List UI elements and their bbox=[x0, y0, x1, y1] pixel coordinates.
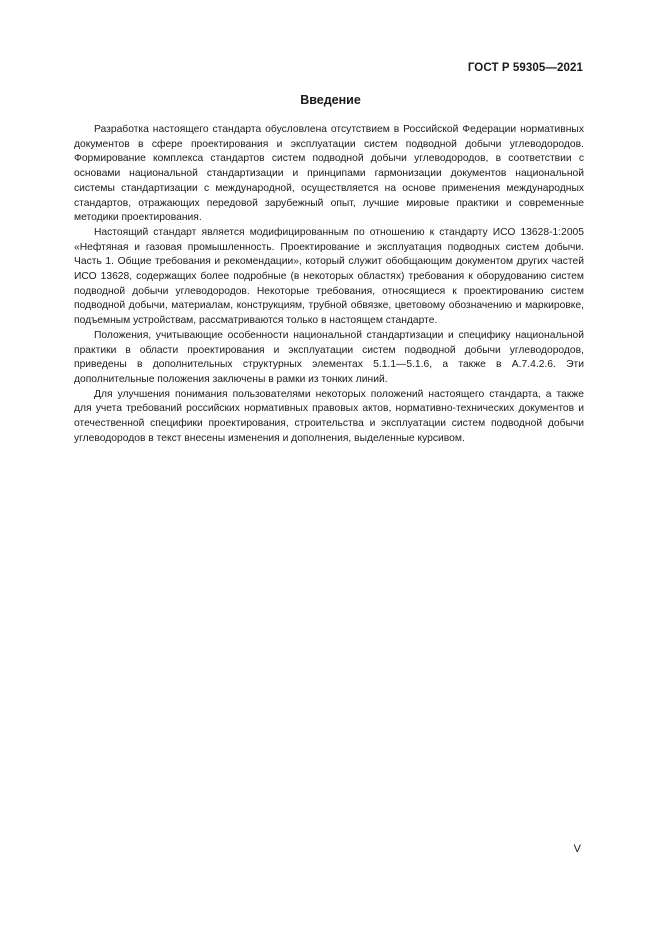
body-text bbox=[74, 123, 584, 446]
page-number: V bbox=[573, 843, 581, 855]
paragraph-3: Положения, учитывающие особенности национальной стандартизации и специфику национальной практики в области проектирования и эксплуатации систем подводной добычи углеводородов, приведены в дополнительных структурных элементах 5.1.1—5.1.6, а также в А.7.4.2.6. Эти дополнительные положения заключены в рамки из тонких линий. bbox=[74, 329, 584, 385]
paragraph-4: Для улучшения понимания пользователями некоторых положений настоящего стандарта, а также для учета требований российских нормативных правовых актов, нормативно-технических документов и отечественной специфики проектирования, строительства и эксплуатации систем подводной добычи углеводородов в текст внесены изменения и дополнения, выделенные курсивом. bbox=[74, 388, 584, 444]
paragraph-2: Настоящий стандарт является модифицированным по отношению к стандарту ИСО 13628-1:2005 «Нефтяная и газовая промышленность. Проектирование и эксплуатация подводных систем добычи. Часть 1. Общие требования и рекомендации», который служит обобщающим документом других частей ИСО 13628, содержащих более подробные (в некоторых областях) требования к оборудованию систем подводной добычи углеводородов. Некоторые требования, относящиеся к проектированию систем подводной добычи, материалам, конструкциям, трубной обвязке, цветовому обозначению и маркировке, подъемным устройствам, рассматриваются только в настоящем стандарте. bbox=[74, 226, 584, 327]
paragraph-1: Разработка настоящего стандарта обусловлена отсутствием в Российской Федерации нормативных документов в сфере проектирования и эксплуатации систем подводной добычи углеводородов. Формирование комплекса стандартов систем подводной добычи углеводородов, в соответствии с основами национальной стандартизации и принципами гармонизации документов национальной системы стандартизации с международной, осуществляется на основе применения международных стандартов, отражающих передовой зарубежный опыт, лучшие мировые практики и современные методики проектирования. bbox=[74, 124, 584, 224]
section-title: Введение bbox=[300, 93, 361, 107]
document-code: ГОСТ Р 59305—2021 bbox=[467, 62, 583, 74]
